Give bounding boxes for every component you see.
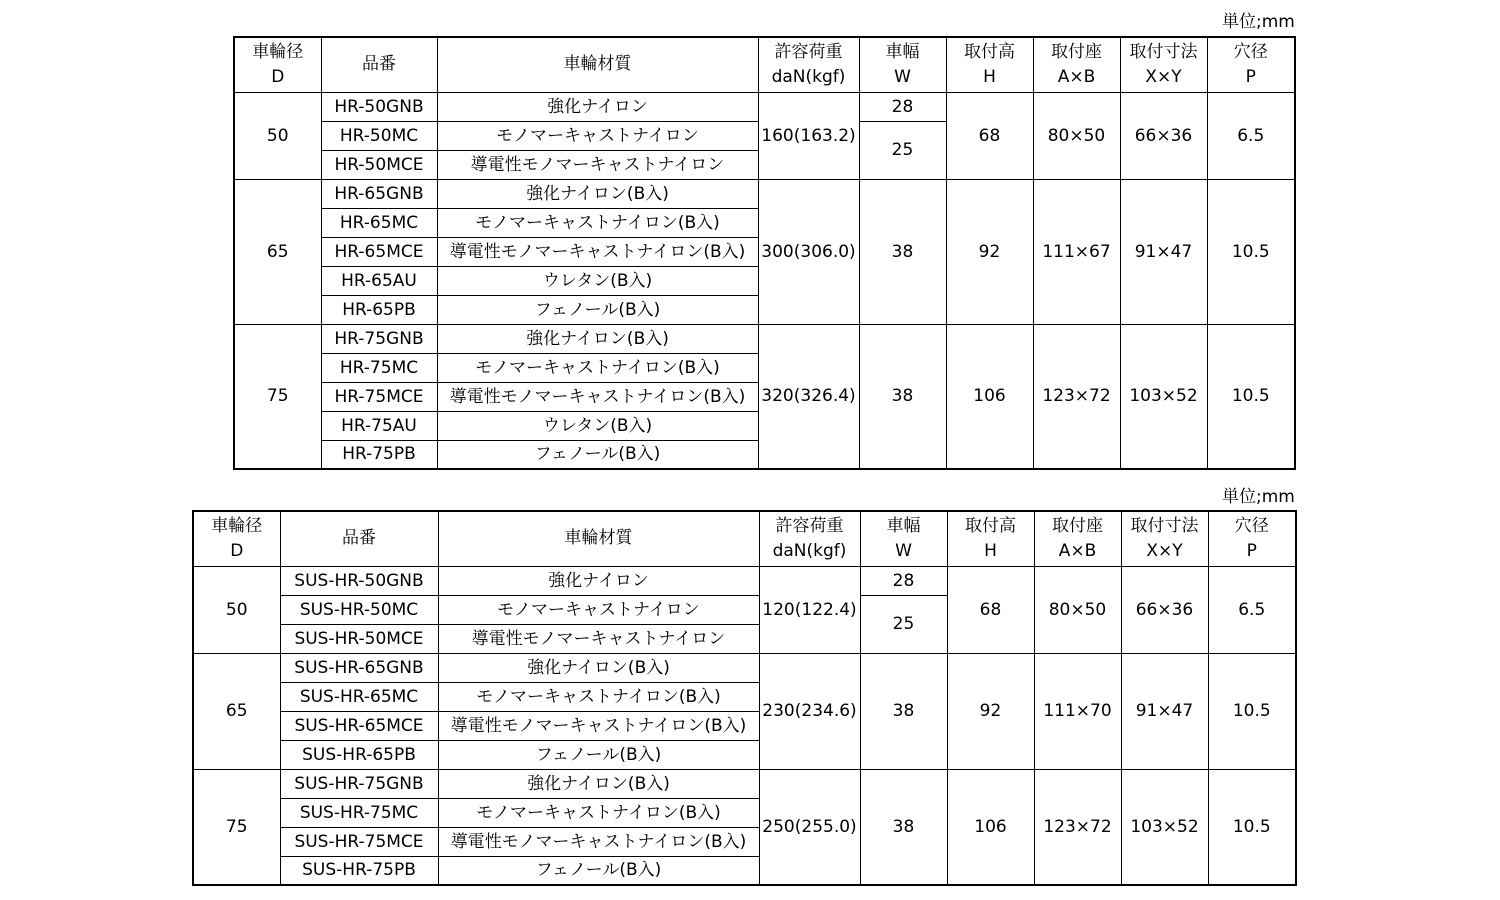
wheel-diameter-cell: 65 <box>234 179 321 324</box>
header-label: 許容荷重 <box>774 41 843 62</box>
header-symbol: daN(kgf) <box>771 66 846 87</box>
header-symbol: W <box>895 540 912 561</box>
table-row <box>234 324 1295 353</box>
header-symbol: X×Y <box>1146 540 1183 561</box>
part-number-cell: HR-75MCE <box>321 382 437 411</box>
part-number-cell: SUS-HR-50MCE <box>280 624 438 653</box>
part-number-cell: SUS-HR-75MC <box>280 798 438 827</box>
wheel-diameter-cell: 75 <box>193 769 280 885</box>
wheel-material-cell: 強化ナイロン(B入) <box>438 653 759 682</box>
mount-dimension-cell: 91×47 <box>1121 653 1208 769</box>
header-wheel-material <box>438 511 759 566</box>
table-row <box>234 92 1295 121</box>
wheel-material-cell: 導電性モノマーキャストナイロン(B入) <box>437 382 758 411</box>
part-number-cell: HR-65GNB <box>321 179 437 208</box>
part-number-cell: SUS-HR-50GNB <box>280 566 438 595</box>
header-label: 車幅 <box>886 515 921 536</box>
wheel-width-cell: 25 <box>859 121 946 179</box>
wheel-material-cell: 導電性モノマーキャストナイロン <box>437 150 758 179</box>
mount-dimension-cell: 103×52 <box>1121 769 1208 885</box>
part-number-cell: HR-65MCE <box>321 237 437 266</box>
header-label: 取付寸法 <box>1130 515 1199 536</box>
part-number-cell: SUS-HR-75GNB <box>280 769 438 798</box>
allowable-load-cell: 320(326.4) <box>758 324 859 469</box>
wheel-material-cell: 導電性モノマーキャストナイロン <box>438 624 759 653</box>
wheel-material-cell: 導電性モノマーキャストナイロン(B入) <box>438 711 759 740</box>
header-label: 取付寸法 <box>1129 41 1198 62</box>
header-mount-height <box>946 37 1033 92</box>
header-label: 許容荷重 <box>775 515 844 536</box>
wheel-material-cell: 強化ナイロン(B入) <box>438 769 759 798</box>
table-row <box>193 653 1296 682</box>
wheel-material-cell: モノマーキャストナイロン(B入) <box>438 682 759 711</box>
allowable-load-cell: 160(163.2) <box>758 92 859 179</box>
wheel-material-cell: モノマーキャストナイロン(B入) <box>437 208 758 237</box>
header-symbol: X×Y <box>1145 66 1182 87</box>
wheel-diameter-cell: 50 <box>234 92 321 179</box>
table-row <box>234 179 1295 208</box>
wheel-width-cell: 38 <box>860 769 947 885</box>
part-number-cell: HR-75AU <box>321 411 437 440</box>
table-row <box>193 769 1296 798</box>
wheel-material-cell: 導電性モノマーキャストナイロン(B入) <box>438 827 759 856</box>
wheel-width-cell: 28 <box>860 566 947 595</box>
wheel-material-cell: フェノール(B入) <box>437 440 758 469</box>
mount-height-cell: 68 <box>946 92 1033 179</box>
wheel-material-cell: ウレタン(B入) <box>437 266 758 295</box>
wheel-material-cell: フェノール(B入) <box>438 856 759 885</box>
wheel-width-cell: 38 <box>859 179 946 324</box>
allowable-load-cell: 230(234.6) <box>759 653 860 769</box>
header-symbol: H <box>983 66 996 87</box>
wheel-material-cell: 強化ナイロン <box>437 92 758 121</box>
part-number-cell: SUS-HR-65MC <box>280 682 438 711</box>
wheel-material-cell: 導電性モノマーキャストナイロン(B入) <box>437 237 758 266</box>
header-symbol: H <box>984 540 997 561</box>
header-part-number <box>321 37 437 92</box>
mount-dimension-cell: 66×36 <box>1121 566 1208 653</box>
header-mount-seat <box>1034 511 1121 566</box>
mount-dimension-cell: 66×36 <box>1120 92 1207 179</box>
wheel-diameter-cell: 75 <box>234 324 321 469</box>
header-mount-height <box>947 511 1034 566</box>
header-wheel-material <box>437 37 758 92</box>
header-row <box>234 37 1295 92</box>
part-number-cell: HR-65MC <box>321 208 437 237</box>
header-mount-dimension <box>1120 37 1207 92</box>
wheel-material-cell: 強化ナイロン(B入) <box>437 324 758 353</box>
allowable-load-cell: 120(122.4) <box>759 566 860 653</box>
header-symbol: W <box>894 66 911 87</box>
wheel-width-cell: 25 <box>860 595 947 653</box>
header-hole-diameter <box>1207 37 1295 92</box>
wheel-material-cell: 強化ナイロン <box>438 566 759 595</box>
wheel-material-cell: モノマーキャストナイロン <box>438 595 759 624</box>
part-number-cell: HR-65AU <box>321 266 437 295</box>
header-symbol: D <box>230 540 244 561</box>
header-label: 車輪径 <box>252 41 304 62</box>
part-number-cell: HR-75PB <box>321 440 437 469</box>
header-label: 品番 <box>362 54 396 75</box>
header-wheel-diameter <box>193 511 280 566</box>
mount-height-cell: 92 <box>946 179 1033 324</box>
hole-diameter-cell: 6.5 <box>1207 92 1295 179</box>
wheel-width-cell: 38 <box>860 653 947 769</box>
hole-diameter-cell: 10.5 <box>1207 179 1295 324</box>
header-part-number <box>280 511 438 566</box>
part-number-cell: HR-50MCE <box>321 150 437 179</box>
wheel-material-cell: モノマーキャストナイロン <box>437 121 758 150</box>
header-label: 穴径 <box>1233 41 1268 62</box>
mount-dimension-cell: 103×52 <box>1120 324 1207 469</box>
wheel-material-cell: モノマーキャストナイロン(B入) <box>437 353 758 382</box>
part-number-cell: SUS-HR-75MCE <box>280 827 438 856</box>
header-label: 車輪径 <box>211 515 263 536</box>
header-label: 穴径 <box>1234 515 1269 536</box>
header-allowable-load <box>759 511 860 566</box>
wheel-material-cell: 強化ナイロン(B入) <box>437 179 758 208</box>
hole-diameter-cell: 10.5 <box>1208 769 1296 885</box>
header-symbol: daN(kgf) <box>772 540 847 561</box>
wheel-material-cell: フェノール(B入) <box>438 740 759 769</box>
header-symbol: P <box>1246 540 1257 561</box>
part-number-cell: SUS-HR-65MCE <box>280 711 438 740</box>
table-row <box>193 566 1296 595</box>
header-label: 車幅 <box>885 41 920 62</box>
mount-height-cell: 106 <box>947 769 1034 885</box>
mount-height-cell: 106 <box>946 324 1033 469</box>
hole-diameter-cell: 10.5 <box>1208 653 1296 769</box>
header-label: 車輪材質 <box>564 528 633 549</box>
mount-height-cell: 68 <box>947 566 1034 653</box>
header-symbol: D <box>271 66 285 87</box>
wheel-diameter-cell: 50 <box>193 566 280 653</box>
part-number-cell: SUS-HR-50MC <box>280 595 438 624</box>
part-number-cell: SUS-HR-65PB <box>280 740 438 769</box>
header-mount-dimension <box>1121 511 1208 566</box>
allowable-load-cell: 300(306.0) <box>758 179 859 324</box>
wheel-diameter-cell: 65 <box>193 653 280 769</box>
header-symbol: A×B <box>1057 66 1096 87</box>
wheel-width-cell: 28 <box>859 92 946 121</box>
mount-seat-cell: 123×72 <box>1034 769 1121 885</box>
part-number-cell: HR-75GNB <box>321 324 437 353</box>
spec-table-hr <box>233 36 1296 470</box>
wheel-width-cell: 38 <box>859 324 946 469</box>
header-wheel-width <box>859 37 946 92</box>
mount-height-cell: 92 <box>947 653 1034 769</box>
part-number-cell: SUS-HR-75PB <box>280 856 438 885</box>
part-number-cell: HR-50GNB <box>321 92 437 121</box>
mount-seat-cell: 111×67 <box>1033 179 1120 324</box>
mount-seat-cell: 123×72 <box>1033 324 1120 469</box>
part-number-cell: SUS-HR-65GNB <box>280 653 438 682</box>
wheel-material-cell: モノマーキャストナイロン(B入) <box>438 798 759 827</box>
mount-seat-cell: 111×70 <box>1034 653 1121 769</box>
hole-diameter-cell: 10.5 <box>1207 324 1295 469</box>
header-label: 取付高 <box>964 41 1015 62</box>
header-label: 品番 <box>342 528 376 549</box>
header-label: 取付座 <box>1051 41 1102 62</box>
header-symbol: A×B <box>1058 540 1097 561</box>
header-wheel-diameter <box>234 37 321 92</box>
wheel-material-cell: ウレタン(B入) <box>437 411 758 440</box>
header-label: 車輪材質 <box>563 54 632 75</box>
unit-label: 単位;mm <box>1222 487 1295 507</box>
header-label: 取付高 <box>965 515 1016 536</box>
header-symbol: P <box>1245 66 1256 87</box>
header-mount-seat <box>1033 37 1120 92</box>
header-row <box>193 511 1296 566</box>
part-number-cell: HR-50MC <box>321 121 437 150</box>
mount-seat-cell: 80×50 <box>1034 566 1121 653</box>
spec-table-sus-hr <box>192 510 1297 886</box>
mount-dimension-cell: 91×47 <box>1120 179 1207 324</box>
header-wheel-width <box>860 511 947 566</box>
header-hole-diameter <box>1208 511 1296 566</box>
header-label: 取付座 <box>1052 515 1103 536</box>
part-number-cell: HR-75MC <box>321 353 437 382</box>
allowable-load-cell: 250(255.0) <box>759 769 860 885</box>
hole-diameter-cell: 6.5 <box>1208 566 1296 653</box>
unit-label: 単位;mm <box>1222 12 1295 32</box>
header-allowable-load <box>758 37 859 92</box>
wheel-material-cell: フェノール(B入) <box>437 295 758 324</box>
part-number-cell: HR-65PB <box>321 295 437 324</box>
mount-seat-cell: 80×50 <box>1033 92 1120 179</box>
